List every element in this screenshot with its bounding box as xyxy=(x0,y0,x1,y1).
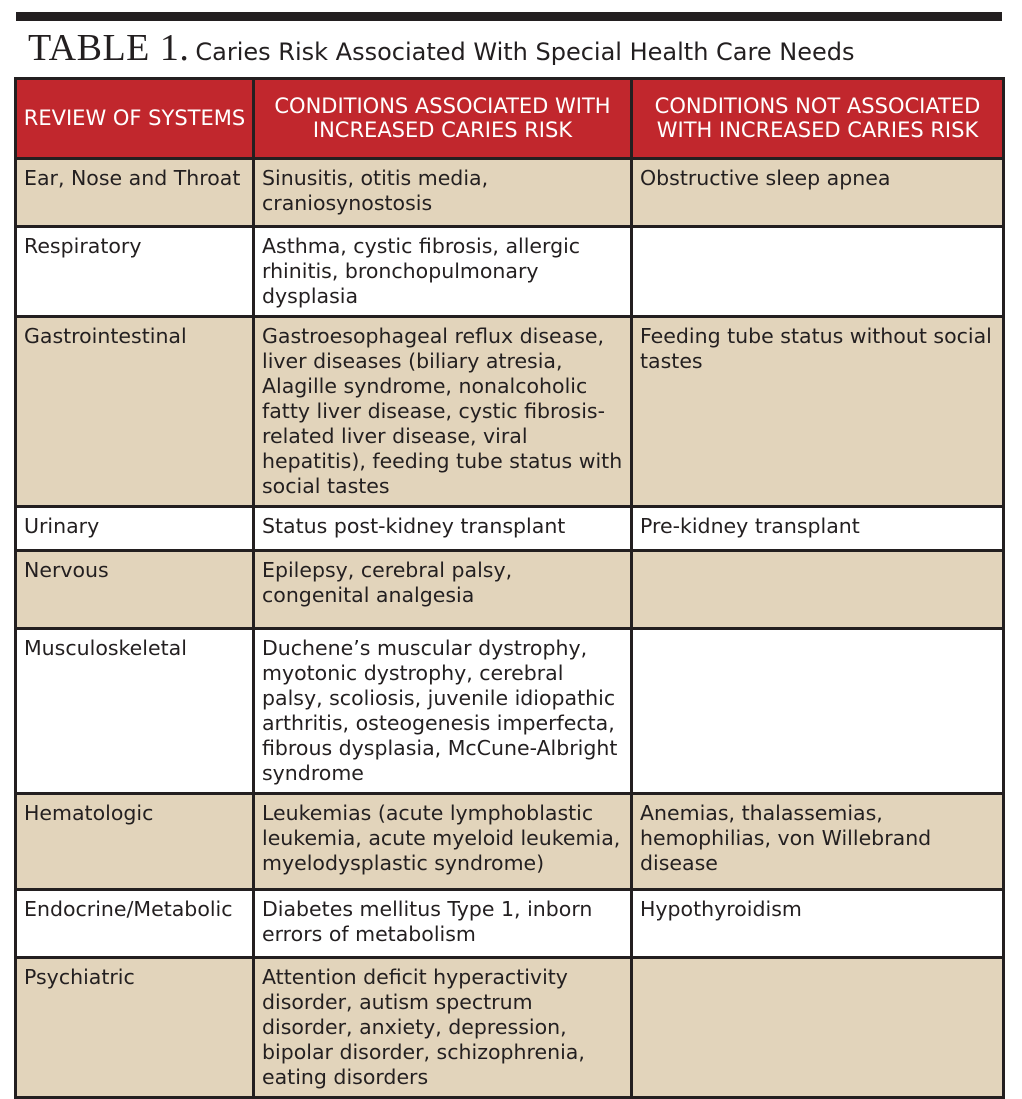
top-rule xyxy=(16,12,1002,21)
cell-increased: Sinusitis, otitis media, craniosynostosis xyxy=(254,159,632,227)
table-row xyxy=(16,317,1004,507)
cell-increased: Gastroesophageal reflux disease, liver diseases (biliary atresia, Alagille syndrome, nonalcoholic fatty liver disease, cystic fibrosis-related liver disease, viral hepatitis), feeding tube status with social tastes xyxy=(254,317,632,507)
cell-system: Gastrointestinal xyxy=(16,317,254,507)
cell-not-increased: Pre-kidney transplant xyxy=(632,507,1004,551)
table-row xyxy=(16,507,1004,551)
cell-increased: Asthma, cystic fibrosis, allergic rhinitis, bronchopulmonary dysplasia xyxy=(254,227,632,317)
cell-system: Endocrine/Metabolic xyxy=(16,890,254,958)
table-row xyxy=(16,551,1004,629)
cell-not-increased: Obstructive sleep apnea xyxy=(632,159,1004,227)
header-review-of-systems: REVIEW OF SYSTEMS xyxy=(16,79,254,159)
cell-system: Ear, Nose and Throat xyxy=(16,159,254,227)
cell-increased: Diabetes mellitus Type 1, inborn errors of metabolism xyxy=(254,890,632,958)
table-row xyxy=(16,159,1004,227)
table-row xyxy=(16,794,1004,890)
header-not-increased-risk: CONDITIONS NOT ASSOCIATED WITH INCREASED CARIES RISK xyxy=(632,79,1004,159)
cell-increased: Attention deficit hyperactivity disorder, autism spectrum disorder, anxiety, depression, bipolar disorder, schizophrenia, eating disorders xyxy=(254,958,632,1098)
cell-not-increased: Hypothyroidism xyxy=(632,890,1004,958)
cell-increased: Status post-kidney transplant xyxy=(254,507,632,551)
cell-not-increased xyxy=(632,551,1004,629)
table-row xyxy=(16,890,1004,958)
cell-system: Respiratory xyxy=(16,227,254,317)
cell-not-increased: Feeding tube status without social tastes xyxy=(632,317,1004,507)
cell-increased: Epilepsy, cerebral palsy, congenital analgesia xyxy=(254,551,632,629)
cell-increased: Leukemias (acute lymphoblastic leukemia, acute myeloid leukemia, myelodysplastic syndrome) xyxy=(254,794,632,890)
cell-system: Nervous xyxy=(16,551,254,629)
cell-system: Urinary xyxy=(16,507,254,551)
cell-not-increased xyxy=(632,629,1004,794)
cell-system: Musculoskeletal xyxy=(16,629,254,794)
table-row xyxy=(16,227,1004,317)
table-title xyxy=(28,26,854,70)
cell-not-increased xyxy=(632,227,1004,317)
cell-system: Psychiatric xyxy=(16,958,254,1098)
cell-not-increased: Anemias, thalassemias, hemophilias, von Willebrand disease xyxy=(632,794,1004,890)
table-row xyxy=(16,629,1004,794)
header-increased-risk: CONDITIONS ASSOCIATED WITH INCREASED CARIES RISK xyxy=(254,79,632,159)
cell-increased: Duchene’s muscular dystrophy, myotonic dystrophy, cerebral palsy, scoliosis, juvenile idiopathic arthritis, osteogenesis imperfecta, fibrous dysplasia, McCune-Albright syndrome xyxy=(254,629,632,794)
caries-risk-table xyxy=(14,77,1005,1099)
cell-not-increased xyxy=(632,958,1004,1098)
table-row xyxy=(16,958,1004,1098)
header-row xyxy=(16,79,1004,159)
table-caption: Caries Risk Associated With Special Health Care Needs xyxy=(195,38,855,66)
table-number: TABLE 1. xyxy=(28,27,190,69)
cell-system: Hematologic xyxy=(16,794,254,890)
